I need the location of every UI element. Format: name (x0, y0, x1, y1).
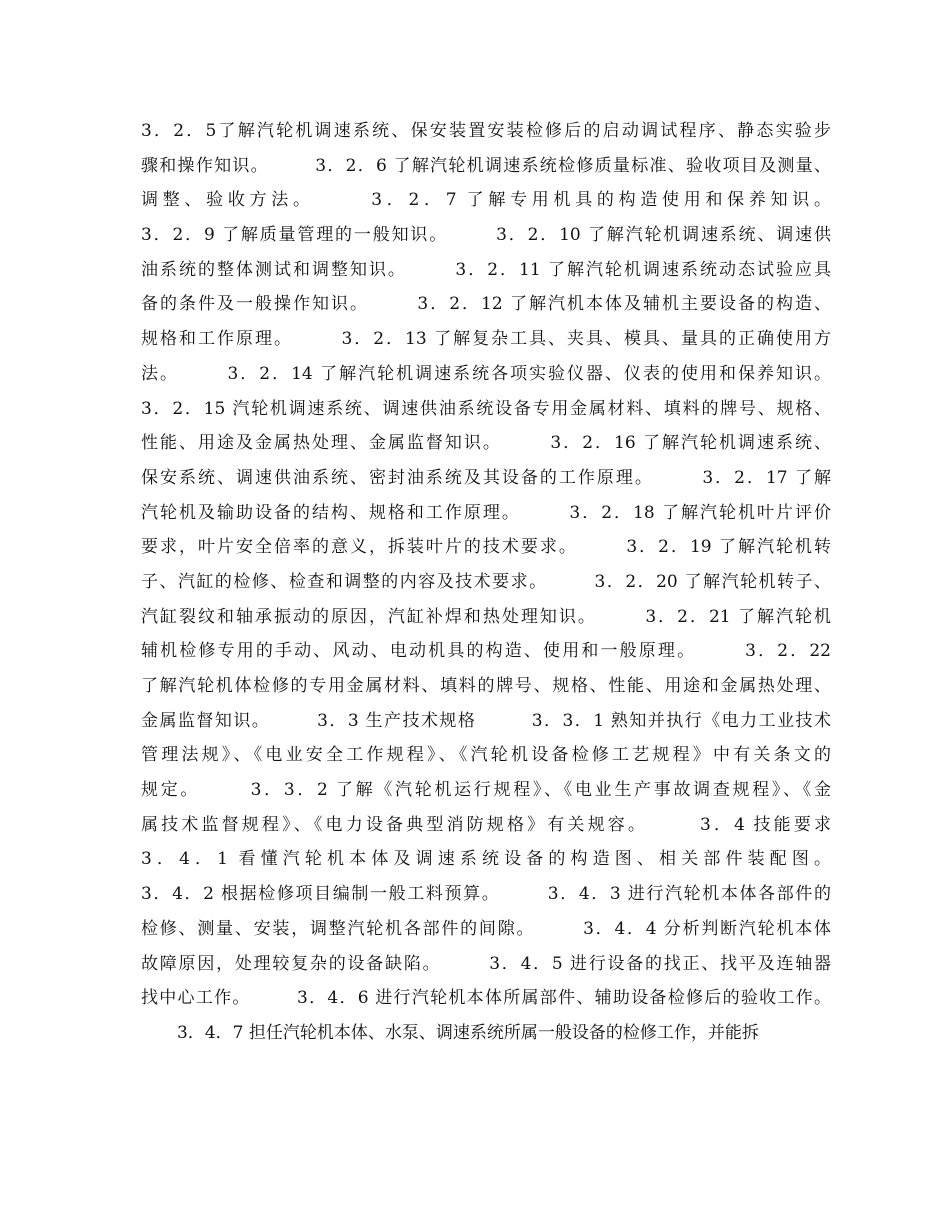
text-line: 3．2．15 汽轮机调速系统、调速供油系统设备专用金属材料、填料的牌号、规格、 (141, 398, 831, 419)
text-line: 骤和操作知识。 3．2．6 了解汽轮机调速系统检修质量标准、验收项目及测量、 (141, 155, 831, 176)
text-line: 3．2．9 了解质量管理的一般知识。 3．2．10 了解汽轮机调速系统、调速供 (141, 225, 831, 246)
text-line: 备的条件及一般操作知识。 3．2．12 了解汽机本体及辅机主要设备的构造、 (141, 294, 831, 315)
text-line: 管理法规》、《电业安全工作规程》、《汽轮机设备检修工艺规程》中有关条文的 (141, 745, 831, 766)
text-line: 汽缸裂纹和轴承振动的原因，汽缸补焊和热处理知识。 3．2．21 了解汽轮机 (141, 606, 831, 627)
text-line: 金属监督知识。 3．3 生产技术规格 3．3．1 熟知并执行《电力工业技术 (141, 710, 831, 731)
text-line: 故障原因，处理较复杂的设备缺陷。 3．4．5 进行设备的找正、找平及连轴器 (141, 953, 831, 974)
text-line: 3．4．2 根据检修项目编制一般工料预算。 3．4．3 进行汽轮机本体各部件的 (141, 884, 831, 905)
text-line: 3．4．7 担任汽轮机本体、水泵、调速系统所属一般设备的检修工作，并能拆 (177, 1022, 759, 1043)
text-line: 法。 3．2．14 了解汽轮机调速系统各项实验仪器、仪表的使用和保养知识。 (141, 363, 831, 384)
text-line: 规定。 3．3．2 了解《汽轮机运行规程》、《电业生产事故调查规程》、《金 (141, 780, 831, 801)
text-line: 性能、用途及金属热处理、金属监督知识。 3．2．16 了解汽轮机调速系统、 (141, 433, 831, 454)
text-line: 了解汽轮机体检修的专用金属材料、填料的牌号、规格、性能、用途和金属热处理、 (141, 676, 831, 696)
text-line: 油系统的整体测试和调整知识。 3．2．11 了解汽轮机调速系统动态试验应具 (141, 259, 831, 280)
text-line: 3．4．1 看懂汽轮机本体及调速系统设备的构造图、相关部件装配图。 (141, 849, 831, 870)
text-line: 属技术监督规程》、《电力设备典型消防规格》有关规容。 3．4 技能要求 (141, 814, 831, 835)
text-line: 汽轮机及输助设备的结构、规格和工作原理。 3．2．18 了解汽轮机叶片评价 (141, 502, 831, 523)
text-line: 辅机检修专用的手动、风动、电动机具的构造、使用和一般原理。 3．2．22 (141, 641, 831, 662)
text-line: 规格和工作原理。 3．2．13 了解复杂工具、夹具、模具、量具的正确使用方 (141, 329, 831, 350)
text-line: 要求，叶片安全倍率的意义，拆装叶片的技术要求。 3．2．19 了解汽轮机转 (141, 537, 831, 558)
body-text (141, 114, 831, 1051)
text-line: 3．2．5了解汽轮机调速系统、保安装置安装检修后的启动调试程序、静态实验步 (141, 121, 831, 141)
text-line: 检修、测量、安装，调整汽轮机各部件的间隙。 3．4．4 分析判断汽轮机本体 (141, 918, 831, 939)
text-line: 找中心工作。 3．4．6 进行汽轮机本体所属部件、辅助设备检修后的验收工作。 (141, 988, 831, 1009)
text-line: 保安系统、调速供油系统、密封油系统及其设备的工作原理。 3．2．17 了解 (141, 467, 831, 488)
text-line: 子、汽缸的检修、检查和调整的内容及技术要求。 3．2．20 了解汽轮机转子、 (141, 571, 831, 592)
text-line: 调整、验收方法。 3．2．7 了解专用机具的构造使用和保养知识。 (141, 190, 831, 211)
